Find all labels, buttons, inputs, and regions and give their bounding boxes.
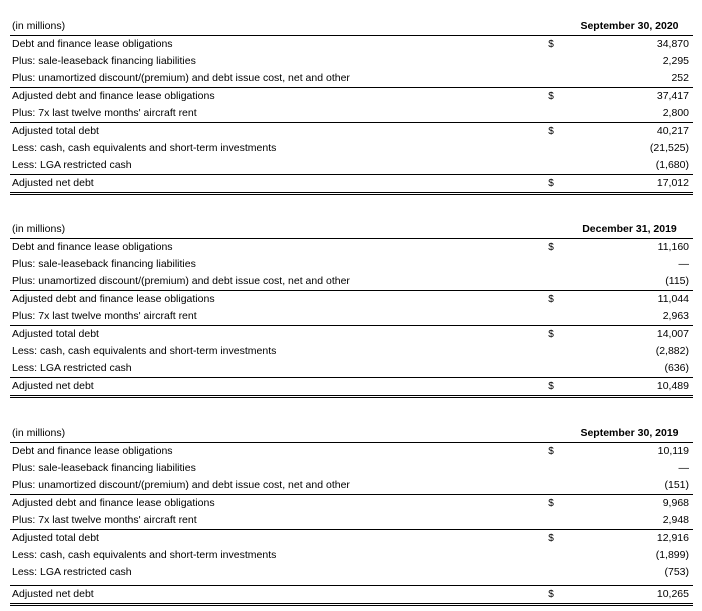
row-label: Less: LGA restricted cash (12, 159, 132, 171)
row-value: (1,680) (655, 159, 689, 171)
currency-symbol: $ (548, 498, 554, 509)
table-row (10, 70, 693, 87)
row-value: — (678, 258, 689, 270)
row-value: 10,489 (656, 380, 689, 392)
table-row (10, 53, 693, 70)
row-label: Debt and finance lease obligations (12, 241, 173, 253)
row-value: (753) (664, 566, 689, 578)
currency-symbol: $ (548, 329, 554, 340)
table-row (10, 157, 693, 174)
row-label: Adjusted total debt (12, 328, 99, 340)
reconciliation-table (10, 221, 693, 398)
currency-symbol: $ (548, 39, 554, 50)
units-label: (in millions) (12, 427, 66, 439)
table-row (10, 140, 693, 157)
currency-symbol: $ (548, 381, 554, 392)
units-label: (in millions) (12, 223, 66, 235)
row-label: Plus: unamortized discount/(premium) and debt issue cost, net and other (12, 275, 350, 287)
units-label: (in millions) (12, 20, 66, 32)
reconciliation-table (10, 425, 693, 606)
table-row (10, 308, 693, 325)
row-label: Less: cash, cash equivalents and short-term investments (12, 142, 277, 154)
table-row (10, 564, 693, 581)
row-label: Plus: 7x last twelve months' aircraft rent (12, 514, 197, 526)
period-date-header: September 30, 2019 (580, 427, 679, 439)
row-value: 2,295 (662, 55, 689, 67)
table-row (10, 443, 693, 460)
table-row (10, 239, 693, 256)
currency-symbol: $ (548, 589, 554, 600)
table-row (10, 477, 693, 494)
row-value: 12,916 (656, 532, 689, 544)
row-label: Adjusted debt and finance lease obligations (12, 90, 215, 102)
row-value: 252 (671, 72, 689, 84)
row-value: (1,899) (655, 549, 689, 561)
table-row (10, 547, 693, 564)
row-value: (2,882) (655, 345, 689, 357)
table-header (10, 18, 693, 36)
row-value: 2,948 (662, 514, 689, 526)
row-value: 2,963 (662, 310, 689, 322)
table-header (10, 425, 693, 443)
row-label: Plus: sale-leaseback financing liabilities (12, 55, 196, 67)
table-row (10, 105, 693, 122)
row-label: Adjusted net debt (12, 177, 94, 189)
row-value: 17,012 (656, 177, 689, 189)
row-value: (21,525) (649, 142, 689, 154)
row-value: 40,217 (656, 125, 689, 137)
row-label: Less: cash, cash equivalents and short-term investments (12, 549, 277, 561)
currency-symbol: $ (548, 242, 554, 253)
table-row (10, 343, 693, 360)
table-header (10, 221, 693, 239)
row-value: 2,800 (662, 107, 689, 119)
currency-symbol: $ (548, 446, 554, 457)
row-label: Adjusted debt and finance lease obligations (12, 497, 215, 509)
table-row (10, 360, 693, 377)
table-row (10, 325, 693, 343)
row-value: (151) (664, 479, 689, 491)
row-label: Plus: sale-leaseback financing liabilities (12, 462, 196, 474)
table-row (10, 122, 693, 140)
table-row (10, 494, 693, 512)
row-value: 9,968 (662, 497, 689, 509)
row-value: 34,870 (656, 38, 689, 50)
table-row (10, 585, 693, 606)
currency-symbol: $ (548, 126, 554, 137)
table-row (10, 87, 693, 105)
table-row (10, 512, 693, 529)
row-label: Adjusted net debt (12, 380, 94, 392)
row-value: 10,265 (656, 588, 689, 600)
row-label: Adjusted total debt (12, 532, 99, 544)
row-label: Plus: 7x last twelve months' aircraft rent (12, 310, 197, 322)
table-row (10, 529, 693, 547)
table-row (10, 256, 693, 273)
currency-symbol: $ (548, 294, 554, 305)
table-row (10, 290, 693, 308)
row-value: 11,160 (657, 241, 689, 253)
row-label: Adjusted net debt (12, 588, 94, 600)
row-value: (636) (664, 362, 689, 374)
currency-symbol: $ (548, 178, 554, 189)
currency-symbol: $ (548, 91, 554, 102)
table-row (10, 36, 693, 53)
table-row (10, 273, 693, 290)
table-row (10, 174, 693, 195)
row-label: Plus: unamortized discount/(premium) and debt issue cost, net and other (12, 72, 350, 84)
table-row (10, 460, 693, 477)
currency-symbol: $ (548, 533, 554, 544)
row-value: (115) (665, 275, 689, 287)
row-value: 37,417 (656, 90, 689, 102)
row-label: Adjusted debt and finance lease obligations (12, 293, 215, 305)
table-row (10, 377, 693, 398)
row-value: 14,007 (656, 328, 689, 340)
row-label: Adjusted total debt (12, 125, 99, 137)
row-label: Plus: 7x last twelve months' aircraft rent (12, 107, 197, 119)
row-label: Plus: unamortized discount/(premium) and debt issue cost, net and other (12, 479, 350, 491)
row-value: 10,119 (657, 445, 689, 457)
period-date-header: September 30, 2020 (580, 20, 679, 32)
row-label: Less: LGA restricted cash (12, 362, 132, 374)
row-label: Less: LGA restricted cash (12, 566, 132, 578)
row-label: Debt and finance lease obligations (12, 38, 173, 50)
period-date-header: December 31, 2019 (582, 223, 677, 235)
row-label: Debt and finance lease obligations (12, 445, 173, 457)
row-value: — (678, 462, 689, 474)
reconciliation-table (10, 18, 693, 195)
row-label: Plus: sale-leaseback financing liabilities (12, 258, 196, 270)
row-label: Less: cash, cash equivalents and short-term investments (12, 345, 277, 357)
row-value: 11,044 (657, 293, 689, 305)
